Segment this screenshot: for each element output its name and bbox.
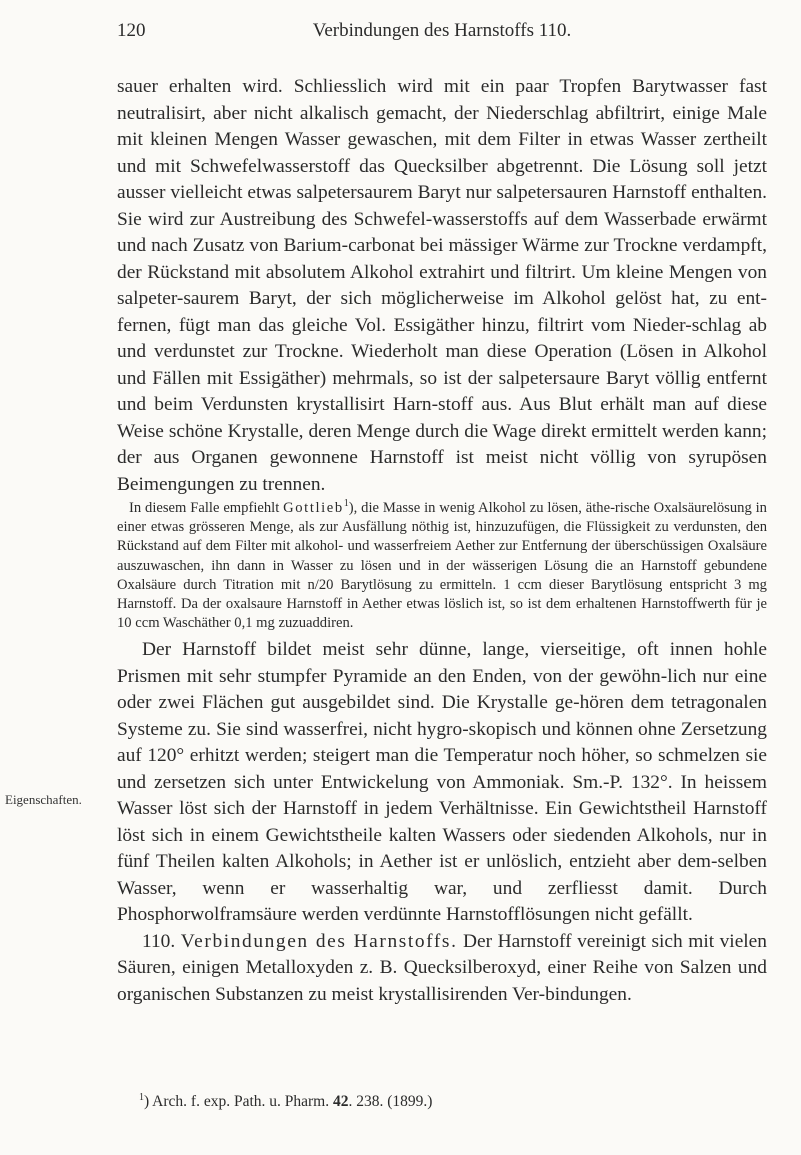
small-pre: In diesem Falle empfiehlt xyxy=(129,500,284,516)
author-name: Gottlieb xyxy=(283,500,344,516)
small-mid: ), die Masse in wenig Alkohol zu lösen, äthe-rische Oxalsäurelösung in einer etwas grösseren Menge, als zur Ausfällung nöthig ist, hinzuzufügen, die Flüssigkeit zu verdunsten, den Rückstand auf dem Filter mit alkohol- und wasserfreiem Aether zur Entfernung der überschüssigen Oxalsäure auszuwaschen, ihn dann in Wasser zu lösen und in der wässerigen Lösung die an Harnstoff gebundene Oxalsäure durch Titration mit xyxy=(117,500,767,593)
fraction: n/20 xyxy=(307,576,334,593)
footnote-post: . 238. (1899.) xyxy=(348,1093,433,1110)
margin-note: Eigenschaften. xyxy=(5,792,82,807)
running-head: Verbindungen des Harnstoffs 110. xyxy=(312,20,572,41)
footnote-mark: 1 xyxy=(139,1091,144,1103)
paragraph-section-110 xyxy=(117,929,767,1009)
small-print-paragraph xyxy=(117,499,767,633)
page-header xyxy=(117,20,767,44)
small-post: Barytlösung zu ermitteln. 1 ccm dieser Barytlösung entspricht 3 mg Harnstoff. Da der oxalsaure Harnstoff in Aether etwas löslich ist, so ist dem erhaltenen Harnstoffwerth für je 10 ccm Waschäther 0,1 mg zuzuaddiren. xyxy=(117,576,767,632)
section-number: 110. xyxy=(142,930,176,952)
paragraph-1: sauer erhalten wird. Schliesslich wird mit ein paar Tropfen Barytwasser fast neutralisirt, aber nicht alkalisch gemacht, der Niederschlag abfiltrirt, einige Male mit kleinen Mengen Wasser gewaschen, mit dem Filter in etwas Wasser zertheilt und mit Schwefelwasserstoff das Quecksilber abgetrennt. Die Lösung soll jetzt ausser vielleicht etwas salpetersaurem Baryt nur salpetersauren Harnstoff enthalten. Sie wird zur Austreibung des Schwefel-wasserstoffs auf dem Wasserbade erwärmt und nach Zusatz von Barium-carbonat bei mässiger Wärme zur Trockne verdampft, der Rückstand mit absolutem Alkohol extrahirt und filtrirt. Um kleine Mengen von salpeter-saurem Baryt, der sich möglicherweise im Alkohol gelöst hat, zu ent-fernen, fügt man das gleiche Vol. Essigäther hinzu, filtrirt vom Nieder-schlag ab und verdunstet zur Trockne. Wiederholt man diese Operation (Lösen in Alkohol und Fällen mit Essigäther) mehrmals, so ist der salpetersaure Baryt völlig entfernt und beim Verdunsten krystallisirt Harn-stoff aus. Aus Blut erhält man auf diese Weise schöne Krystalle, deren Menge durch die Wage direkt ermittelt werden kann; der aus Organen gewonnene Harnstoff ist meist nicht völlig von syrupösen Beimengungen zu trennen. xyxy=(117,76,767,495)
footnote-pre: ) Arch. f. exp. Path. u. Pharm. xyxy=(144,1093,333,1110)
footnote-volume: 42 xyxy=(332,1093,349,1110)
body-text xyxy=(117,74,767,1008)
footnote xyxy=(139,1092,432,1112)
footnote-ref: 1 xyxy=(343,498,349,510)
page-number: 120 xyxy=(117,20,146,41)
paragraph-eigenschaften: Der Harnstoff bildet meist sehr dünne, lange, vierseitige, oft innen hohle Prismen mit sehr stumpfer Pyramide an den Enden, von der gewöhn-lich nur eine oder zwei Flächen gut ausgebildet sind. Die Krystalle ge-hören dem tetragonalen Systeme zu. Sie sind wasserfrei, nicht hygro-skopisch und können ohne Zersetzung auf 120° erhitzt werden; steigert man die Temperatur noch höher, so schmelzen sie und zersetzen sich unter Entwickelung von Ammoniak. Sm.-P. 132°. In heissem Wasser löst sich der Harnstoff in jedem Verhältnisse. Ein Gewichtstheil Harnstoff löst sich in einem Gewichtstheile kalten Wassers oder siedenden Alkohols, nur in fünf Theilen kalten Alkohols; in Aether ist er unlöslich, entzieht aber dem-selben Wasser, wenn er wasserhaltig war, und zerfliesst damit. Durch Phosphorwolframsäure werden verdünnte Harnstofflösungen nicht gefällt. xyxy=(117,639,767,926)
section-text: Der Harnstoff vereinigt sich mit vielen Säuren, einigen Metalloxyden z. B. Quecksilberoxyd, einer Reihe von Salzen und organischen Substanzen zu meist krystallisirenden Ver-bindungen. xyxy=(117,930,767,1005)
section-heading: Verbindungen des Harnstoffs. xyxy=(180,930,458,952)
